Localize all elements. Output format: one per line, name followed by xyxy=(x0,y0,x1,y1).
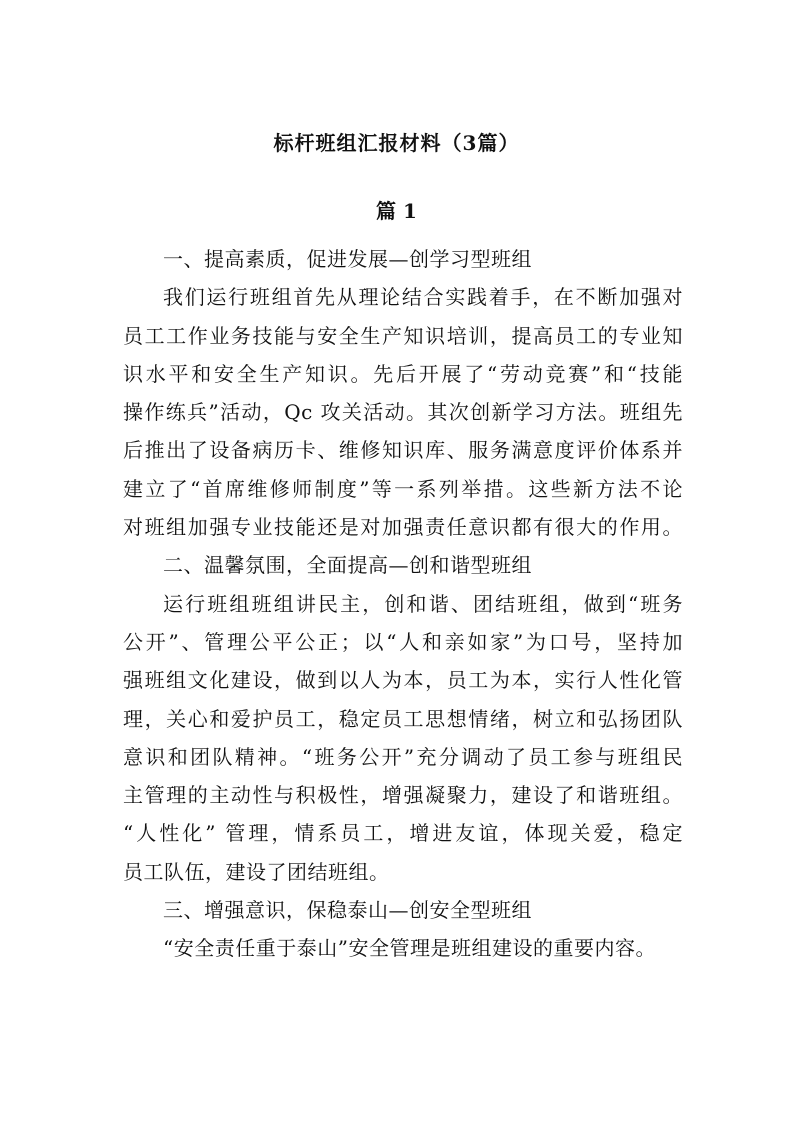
paragraph-line: “安全责任重于泰山”安全管理是班组建设的重要内容。 xyxy=(163,936,656,961)
section-heading: 三、增强意识，保稳泰山—创安全型班组 xyxy=(163,898,532,923)
section-heading: 一、提高素质，促进发展—创学习型班组 xyxy=(163,247,532,271)
paragraph-line: 操作练兵”活动，Qc 攻关活动。其次创新学习方法。班组先 xyxy=(123,400,683,425)
paragraph-line: 对班组加强专业技能还是对加强责任意识都有很大的作用。 xyxy=(123,515,683,540)
paragraph-line: 员工队伍，建设了团结班组。 xyxy=(123,859,390,884)
paragraph-line: 公开”、管理公平公正；以“人和亲如家”为口号，坚持加 xyxy=(123,629,683,654)
section-heading: 二、温馨氛围，全面提高—创和谐型班组 xyxy=(163,553,532,578)
paragraph-line: 员工工作业务技能与安全生产知识培训，提高员工的专业知 xyxy=(123,323,683,348)
paragraph-line: “人性化” 管理，情系员工，增进友谊，体现关爱，稳定 xyxy=(123,821,683,846)
paragraph-line: 运行班组班组讲民主，创和谐、团结班组，做到“班务 xyxy=(163,591,683,616)
paragraph-line: 主管理的主动性与积极性，增强凝聚力，建设了和谐班组。 xyxy=(123,783,683,808)
paragraph-line: 后推出了设备病历卡、维修知识库、服务满意度评价体系并 xyxy=(123,438,683,463)
paragraph-line: 建立了“首席维修师制度”等一系列举措。这些新方法不论 xyxy=(123,476,683,501)
document-title: 标杆班组汇报材料（3篇） xyxy=(273,131,520,155)
paragraph-line: 强班组文化建设，做到以人为本，员工为本，实行人性化管 xyxy=(123,668,683,693)
paragraph-line: 理，关心和爱护员工，稳定员工思想情绪，树立和弘扬团队 xyxy=(123,706,683,731)
paragraph-line: 我们运行班组首先从理论结合实践着手，在不断加强对 xyxy=(163,285,683,310)
paragraph-line: 识水平和安全生产知识。先后开展了“劳动竞赛”和“技能 xyxy=(123,361,683,386)
paragraph-line: 意识和团队精神。“班务公开”充分调动了员工参与班组民 xyxy=(123,744,683,769)
document-body xyxy=(123,240,683,968)
section-label: 篇 1 xyxy=(376,199,417,223)
